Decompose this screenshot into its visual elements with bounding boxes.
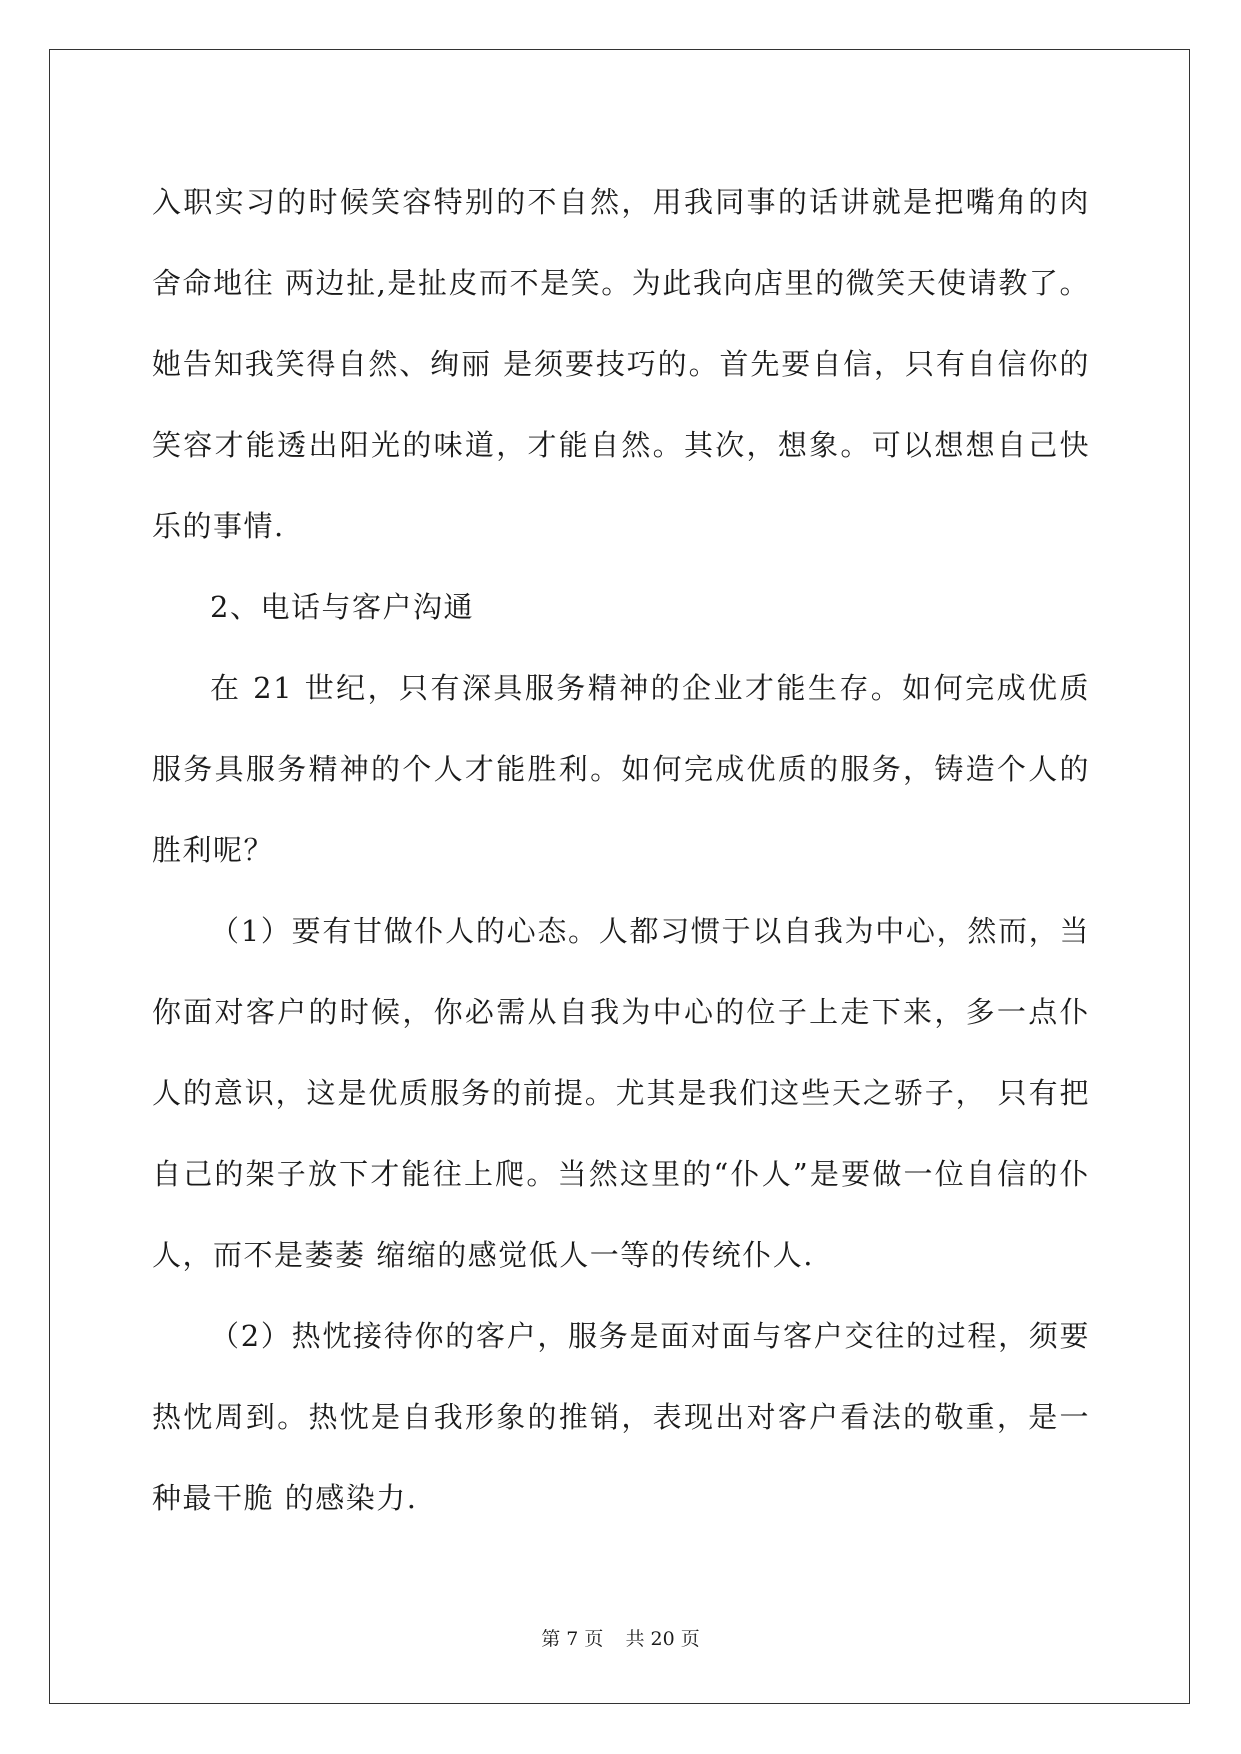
paragraph-continued: 入职实习的时候笑容特别的不自然，用我同事的话讲就是把嘴角的肉舍命地往 两边扯,是扯皮而不是笑。为此我向店里的微笑天使请教了。她告知我笑得自然、绚丽 是须要技巧的。首先要自信，只有自信你的笑容才能透出阳光的味道，才能自然。其次，想象。可以想想自己快乐的事情. bbox=[152, 185, 1090, 543]
paragraph-point-2: （2）热忱接待你的客户，服务是面对面与客户交往的过程，须要热忱周到。热忱是自我形象的推销，表现出对客户看法的敬重，是一种最干脆 的感染力. bbox=[152, 1319, 1090, 1515]
document-body bbox=[152, 162, 1090, 1539]
page-total: 共 20 页 bbox=[625, 1628, 700, 1650]
section-heading: 2、电话与客户沟通 bbox=[210, 590, 474, 624]
paragraph-point-1: （1）要有甘做仆人的心态。人都习惯于以自我为中心，然而，当你面对客户的时候，你必需从自我为中心的位子上走下来，多一点仆人的意识，这是优质服务的前提。尤其是我们这些天之骄子， 只有把自己的架子放下才能往上爬。当然这里的“仆人”是要做一位自信的仆人，而不是萎萎 缩缩的感觉低人一等的传统仆人. bbox=[152, 914, 1090, 1272]
page-number: 第 7 页 bbox=[541, 1628, 604, 1650]
page-footer bbox=[0, 1627, 1241, 1651]
paragraph-service-spirit: 在 21 世纪，只有深具服务精神的企业才能生存。如何完成优质服务具服务精神的个人才能胜利。如何完成优质的服务，铸造个人的胜利呢？ bbox=[152, 671, 1090, 867]
